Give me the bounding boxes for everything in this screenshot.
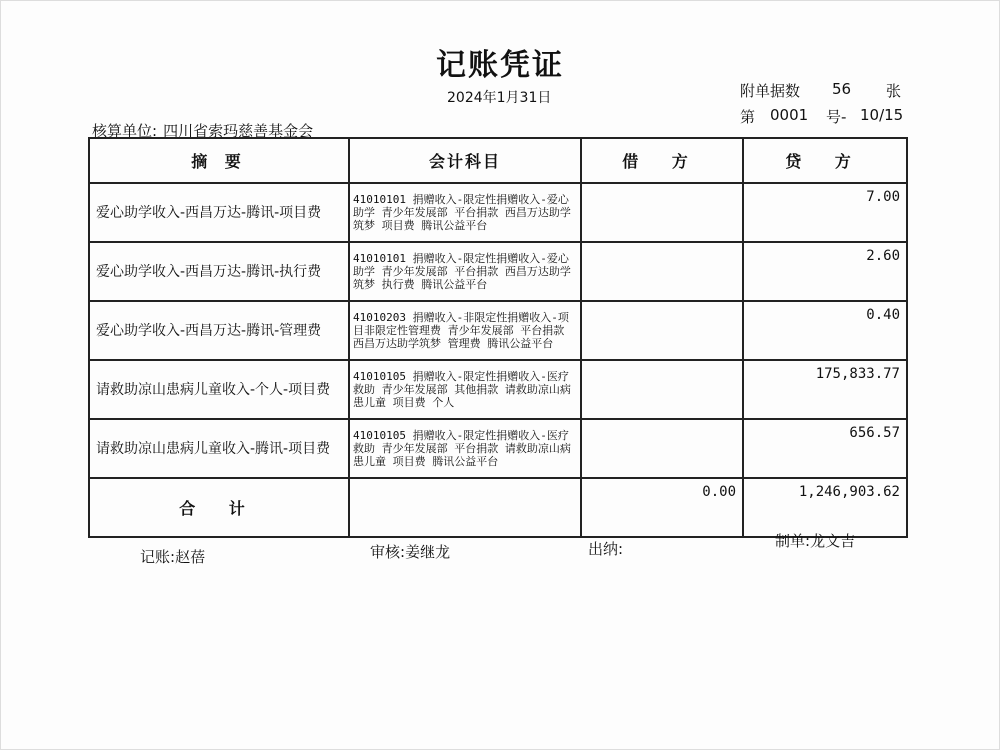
accounting-unit-name: 四川省索玛慈善基金会 bbox=[163, 122, 314, 140]
reviewer-label: 审核: bbox=[370, 543, 406, 561]
row-credit: 7.00 bbox=[743, 183, 907, 242]
row-debit bbox=[581, 301, 743, 360]
table-row bbox=[89, 242, 907, 301]
table-row bbox=[89, 183, 907, 242]
row-credit: 175,833.77 bbox=[743, 360, 907, 419]
row-summary: 爱心助学收入-西昌万达-腾讯-项目费 bbox=[89, 183, 349, 242]
table-row bbox=[89, 419, 907, 478]
voucher-table bbox=[88, 137, 908, 538]
total-label: 合 计 bbox=[89, 478, 349, 537]
bookkeeper-name: 赵蓓 bbox=[175, 548, 206, 566]
attachments-count: 56 bbox=[832, 80, 852, 98]
row-credit: 0.40 bbox=[743, 301, 907, 360]
row-credit: 656.57 bbox=[743, 419, 907, 478]
col-summary: 摘 要 bbox=[89, 138, 349, 183]
table-row bbox=[89, 360, 907, 419]
row-subject: 41010105 捐赠收入-限定性捐赠收入-医疗救助 青少年发展部 其他捐款 请救助凉山病患儿童 项目费 个人 bbox=[349, 360, 581, 419]
preparer-name: 龙文吉 bbox=[810, 532, 856, 550]
voucher-no-prefix: 第 bbox=[740, 108, 756, 126]
accounting-unit-label: 核算单位: bbox=[92, 122, 158, 140]
col-debit: 借 方 bbox=[581, 138, 743, 183]
row-debit bbox=[581, 183, 743, 242]
table-row bbox=[89, 301, 907, 360]
row-credit: 2.60 bbox=[743, 242, 907, 301]
total-subject bbox=[349, 478, 581, 537]
voucher-date: 2024年1月31日 bbox=[447, 90, 552, 106]
cashier bbox=[588, 538, 623, 559]
table-header-row bbox=[89, 138, 907, 183]
attachments-unit: 张 bbox=[886, 82, 902, 100]
bookkeeper bbox=[140, 546, 205, 567]
total-row bbox=[89, 478, 907, 537]
reviewer bbox=[370, 541, 450, 562]
bookkeeper-label: 记账: bbox=[140, 548, 176, 566]
row-subject: 41010101 捐赠收入-限定性捐赠收入-爱心助学 青少年发展部 平台捐款 西昌万达助学筑梦 项目费 腾讯公益平台 bbox=[349, 183, 581, 242]
row-subject: 41010105 捐赠收入-限定性捐赠收入-医疗救助 青少年发展部 平台捐款 请救助凉山病患儿童 项目费 腾讯公益平台 bbox=[349, 419, 581, 478]
attachments-label: 附单据数 bbox=[740, 82, 801, 100]
total-debit: 0.00 bbox=[581, 478, 743, 537]
cashier-label: 出纳: bbox=[588, 540, 624, 558]
row-subject: 41010203 捐赠收入-非限定性捐赠收入-项目非限定性管理费 青少年发展部 平台捐款 西昌万达助学筑梦 管理费 腾讯公益平台 bbox=[349, 301, 581, 360]
preparer bbox=[775, 530, 855, 551]
row-summary: 爱心助学收入-西昌万达-腾讯-管理费 bbox=[89, 301, 349, 360]
voucher-no-page: 10/15 bbox=[860, 106, 904, 124]
total-credit: 1,246,903.62 bbox=[743, 478, 907, 537]
row-debit bbox=[581, 419, 743, 478]
row-summary: 爱心助学收入-西昌万达-腾讯-执行费 bbox=[89, 242, 349, 301]
reviewer-name: 姜继龙 bbox=[405, 543, 451, 561]
row-summary: 请救助凉山患病儿童收入-腾讯-项目费 bbox=[89, 419, 349, 478]
col-subject: 会计科目 bbox=[349, 138, 581, 183]
preparer-label: 制单: bbox=[775, 532, 811, 550]
row-debit bbox=[581, 242, 743, 301]
row-summary: 请救助凉山患病儿童收入-个人-项目费 bbox=[89, 360, 349, 419]
row-subject: 41010101 捐赠收入-限定性捐赠收入-爱心助学 青少年发展部 平台捐款 西昌万达助学筑梦 执行费 腾讯公益平台 bbox=[349, 242, 581, 301]
voucher-no-number: 0001 bbox=[770, 106, 809, 124]
voucher-no-suffix: 号- bbox=[826, 108, 847, 126]
voucher-title: 记账凭证 bbox=[436, 48, 564, 83]
col-credit: 贷 方 bbox=[743, 138, 907, 183]
row-debit bbox=[581, 360, 743, 419]
